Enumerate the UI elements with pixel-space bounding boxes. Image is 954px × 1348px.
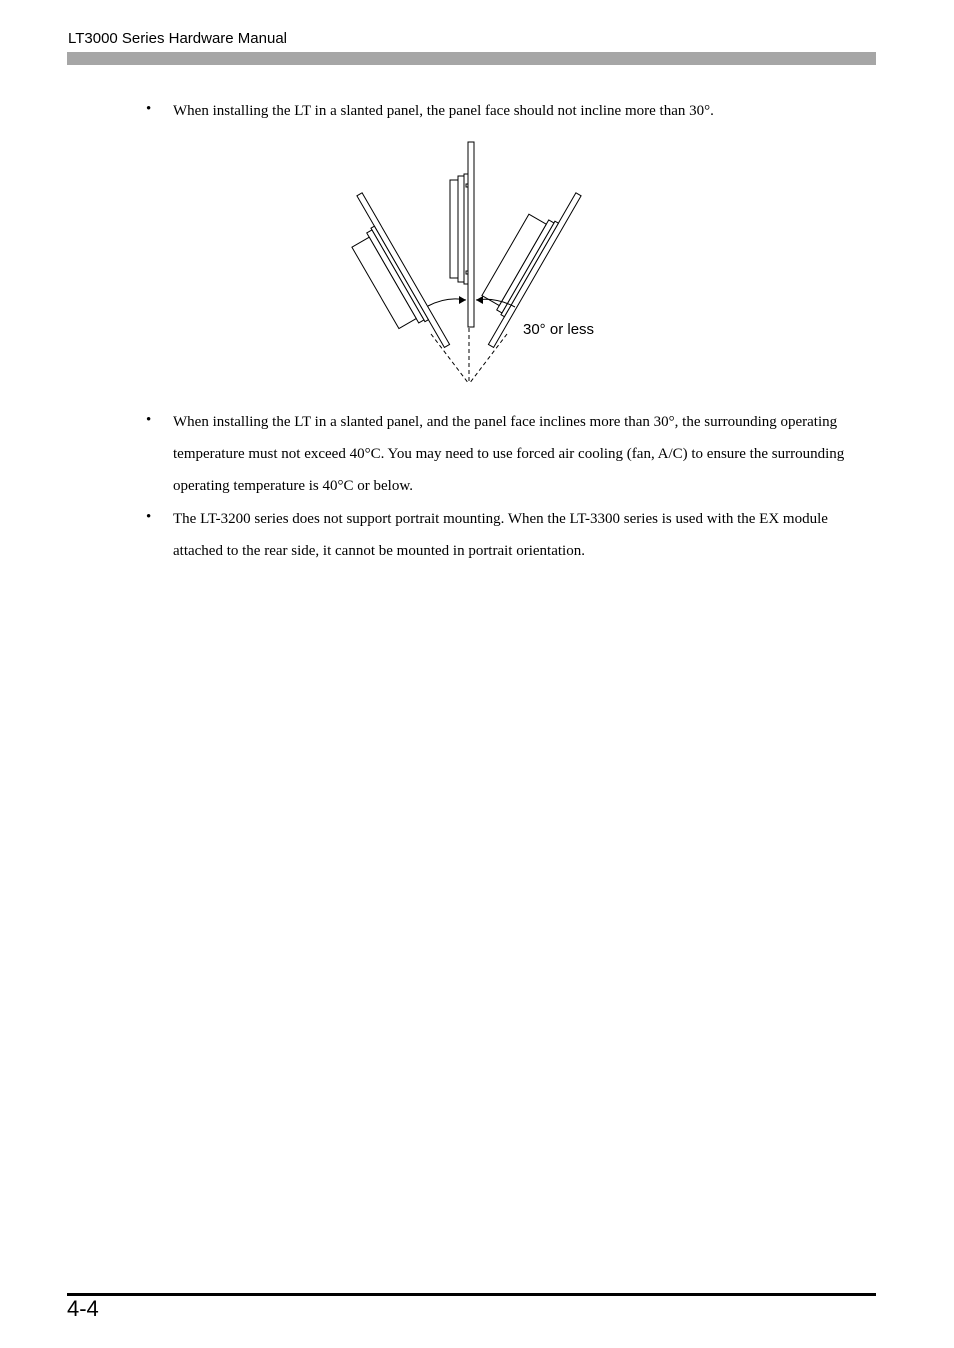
bullet-text-1: When installing the LT in a slanted panel, the panel face should not incline more than 30°.	[173, 103, 714, 119]
bullet-text-3: The LT-3200 series does not support portrait mounting. When the LT-3300 series is used with the EX module attached to the rear side, it cannot be mounted in portrait orientation.	[173, 511, 828, 559]
header-title: LT3000 Series Hardware Manual	[68, 30, 288, 47]
bullet-marker: •	[146, 509, 152, 525]
left-tilted-unit	[331, 193, 450, 363]
footer-rule	[67, 1293, 876, 1296]
bullet-marker: •	[146, 101, 152, 117]
bullet-marker: •	[146, 412, 152, 428]
slant-mounting-diagram	[330, 136, 630, 392]
header-bar	[67, 52, 876, 65]
angle-label: 30° or less	[523, 321, 595, 338]
page-number: 4-4	[67, 1296, 99, 1321]
left-arrowhead	[459, 296, 466, 304]
right-dashed-line	[469, 334, 507, 384]
bullet-text-2: When installing the LT in a slanted panel, and the panel face inclines more than 30°, the surrounding operating temperature must not exceed 40°C. You may need to use forced air cooling (fan, A/C) to ensure the surrounding operating temperature is 40°C or below.	[173, 414, 845, 494]
right-arrowhead	[476, 296, 483, 304]
left-dashed-line	[431, 334, 469, 384]
